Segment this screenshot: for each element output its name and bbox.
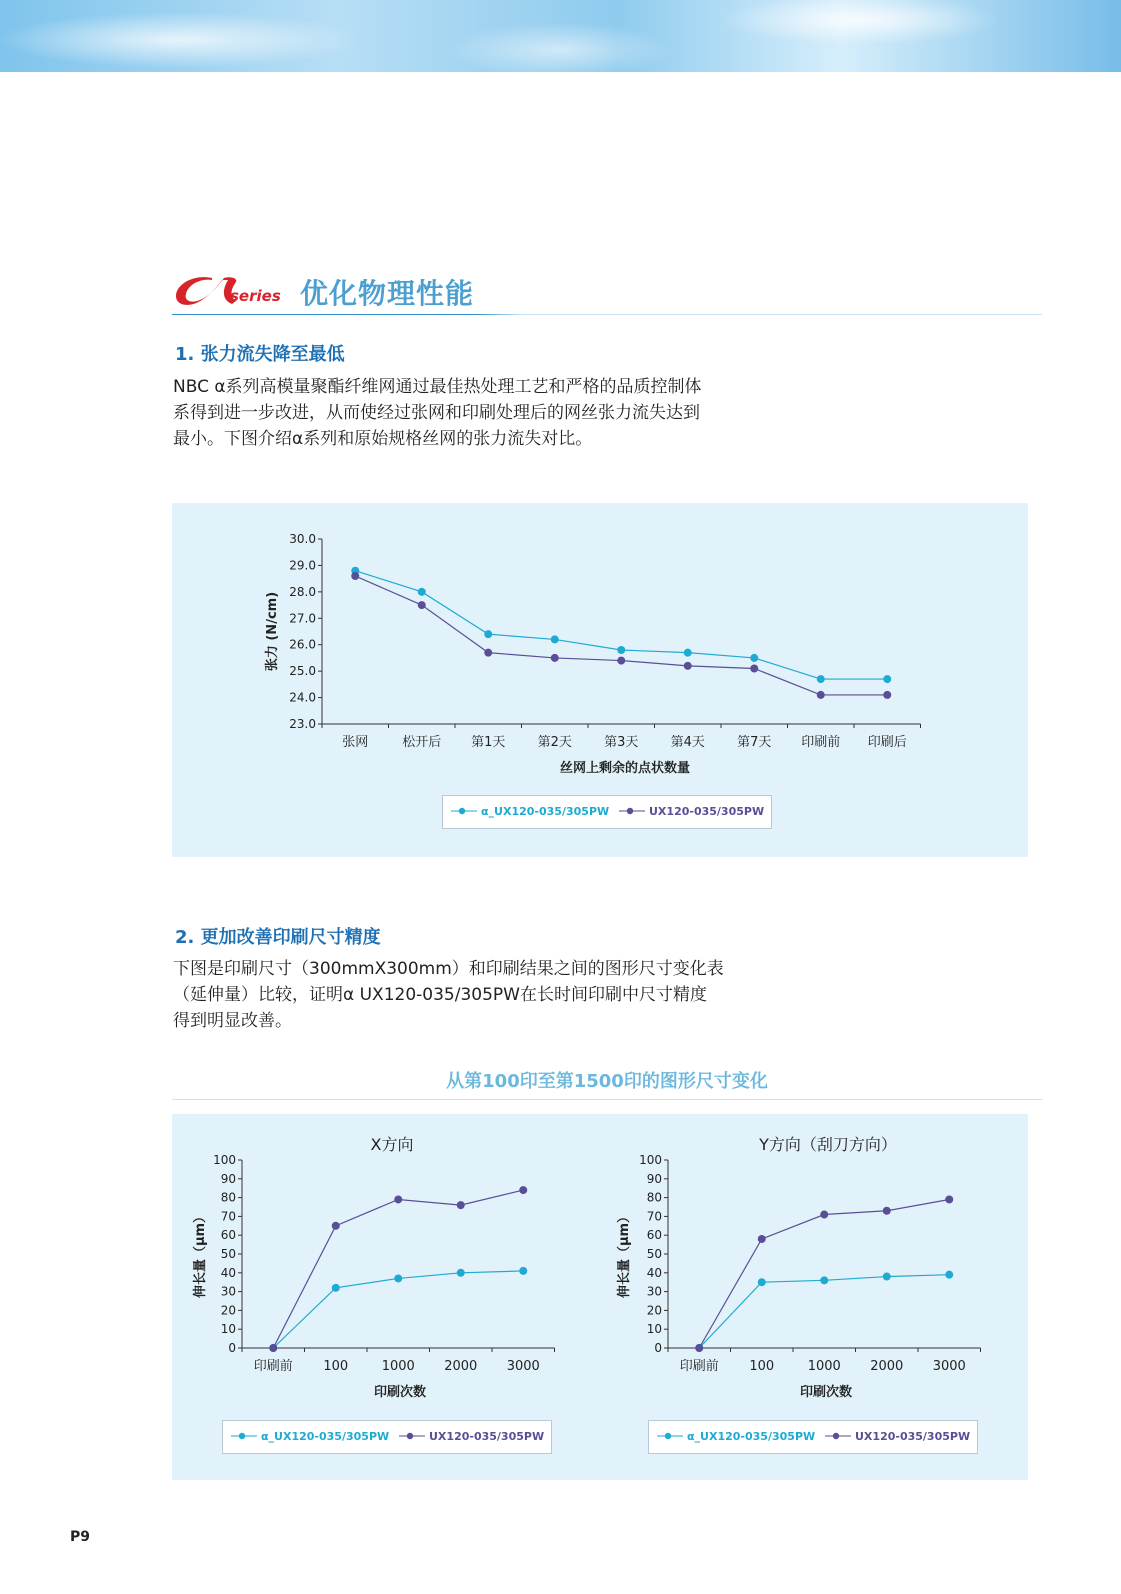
data-point <box>519 1267 527 1275</box>
paragraph-line: 最小。下图介绍α系列和原始规格丝网的张力流失对比。 <box>173 429 593 449</box>
y-tick-label: 10 <box>646 1322 662 1337</box>
y-tick-label: 90 <box>646 1171 662 1186</box>
x-axis-label: 印刷次数 <box>373 1385 427 1400</box>
data-point <box>551 635 559 643</box>
legend-item-original <box>399 1429 544 1443</box>
x-tick-label: 100 <box>323 1359 349 1374</box>
data-point <box>418 601 426 609</box>
section2-heading: 2. 更加改善印刷尺寸精度 <box>175 927 381 948</box>
x-tick-label: 第1天 <box>471 735 506 750</box>
y-tick-label: 0 <box>228 1341 236 1355</box>
x-tick-label: 松开后 <box>402 735 442 750</box>
x-tick-label: 印刷后 <box>867 735 907 750</box>
y-tick-label: 24.0 <box>289 690 316 705</box>
header-divider <box>172 314 1042 315</box>
x-tick-label: 第3天 <box>604 735 639 750</box>
data-point <box>351 572 359 580</box>
legend-label: UX120-035/305PW <box>649 804 765 818</box>
data-point <box>883 691 891 699</box>
y-tick-label: 80 <box>220 1190 236 1205</box>
data-point <box>883 675 891 683</box>
data-point <box>883 1273 891 1281</box>
y-tick-label: 50 <box>646 1247 662 1261</box>
section2-paragraph <box>173 956 773 1034</box>
data-point <box>332 1222 340 1230</box>
x-axis-label: 印刷次数 <box>799 1385 853 1400</box>
data-point <box>551 654 559 662</box>
y-tick-label: 100 <box>639 1153 662 1167</box>
data-point <box>484 649 492 657</box>
logo-text: series <box>230 287 281 305</box>
chart-title: X方向 <box>370 1135 414 1154</box>
data-point <box>750 654 758 662</box>
data-point <box>820 1276 828 1284</box>
paragraph-line: 系得到进一步改进，从而使经过张网和印刷处理后的网丝张力流失达到 <box>173 403 700 423</box>
elongation-chart-panel <box>172 1114 1028 1480</box>
y-tick-label: 30 <box>220 1284 236 1299</box>
data-point <box>269 1344 277 1352</box>
data-point <box>750 665 758 673</box>
y-tick-label: 10 <box>220 1322 236 1337</box>
y-tick-label: 26.0 <box>289 637 316 652</box>
section1-heading: 1. 张力流失降至最低 <box>175 344 345 365</box>
legend-item-original <box>619 804 764 818</box>
caption-divider <box>172 1099 1042 1100</box>
data-point <box>457 1201 465 1209</box>
data-point <box>394 1195 402 1203</box>
data-point <box>617 646 625 654</box>
data-point <box>817 691 825 699</box>
legend-label: α_UX120-035/305PW <box>687 1429 816 1443</box>
section1-paragraph <box>173 374 773 452</box>
data-point <box>945 1271 953 1279</box>
data-point <box>758 1235 766 1243</box>
data-point <box>484 630 492 638</box>
y-axis-label: 伸长量（μm） <box>617 1209 632 1299</box>
top-banner <box>0 0 1121 72</box>
x-tick-label: 1000 <box>381 1359 415 1374</box>
section-header <box>172 268 1042 316</box>
page-number: P9 <box>70 1529 91 1545</box>
data-point <box>820 1211 828 1219</box>
y-tick-label: 40 <box>646 1265 662 1280</box>
data-point <box>684 649 692 657</box>
series-line <box>273 1271 523 1348</box>
legend-label: UX120-035/305PW <box>855 1429 971 1443</box>
y-tick-label: 90 <box>220 1171 236 1186</box>
paragraph-line: 下图是印刷尺寸（300mmX300mm）和印刷结果之间的图形尺寸变化表 <box>173 959 724 979</box>
y-tick-label: 20 <box>220 1303 236 1318</box>
paragraph-line: NBC α系列高模量聚酯纤维网通过最佳热处理工艺和严格的品质控制体 <box>173 377 702 397</box>
x-tick-label: 张网 <box>342 735 369 750</box>
y-tick-label: 30.0 <box>289 532 316 546</box>
x-tick-label: 第4天 <box>670 735 705 750</box>
y-tick-label: 70 <box>220 1209 236 1224</box>
data-point <box>617 657 625 665</box>
x-axis-label: 丝网上剩余的点状数量 <box>559 761 691 776</box>
series-line <box>355 576 887 695</box>
chart-caption: 从第100印至第1500印的图形尺寸变化 <box>446 1071 768 1092</box>
x-tick-label: 100 <box>749 1359 775 1374</box>
x-tick-label: 印刷前 <box>679 1359 719 1374</box>
x-tick-label: 3000 <box>506 1359 540 1374</box>
y-tick-label: 70 <box>646 1209 662 1224</box>
y-tick-label: 50 <box>220 1247 236 1261</box>
x-tick-label: 第7天 <box>737 735 772 750</box>
data-point <box>394 1274 402 1282</box>
x-tick-label: 3000 <box>932 1359 966 1374</box>
alpha-series-logo <box>172 270 292 310</box>
legend-label: α_UX120-035/305PW <box>261 1429 390 1443</box>
y-tick-label: 25.0 <box>289 664 316 679</box>
legend-label: UX120-035/305PW <box>429 1429 545 1443</box>
x-tick-label: 2000 <box>444 1359 478 1374</box>
data-point <box>418 588 426 596</box>
y-tick-label: 30 <box>646 1284 662 1299</box>
section-title: 优化物理性能 <box>300 277 475 310</box>
data-point <box>332 1284 340 1292</box>
chart1-legend <box>442 795 772 829</box>
chart3-legend <box>648 1420 978 1454</box>
legend-item-alpha <box>657 1429 815 1443</box>
y-tick-label: 60 <box>646 1228 662 1243</box>
data-point <box>519 1186 527 1194</box>
x-tick-label: 印刷前 <box>801 735 841 750</box>
paragraph-line: （延伸量）比较，证明α UX120-035/305PW在长时间印刷中尺寸精度 <box>173 985 707 1005</box>
data-point <box>817 675 825 683</box>
y-tick-label: 0 <box>654 1341 662 1355</box>
legend-item-alpha <box>451 804 609 818</box>
data-point <box>695 1344 703 1352</box>
y-tick-label: 23.0 <box>289 717 316 731</box>
paragraph-line: 得到明显改善。 <box>173 1011 292 1031</box>
tension-chart-panel <box>172 503 1028 857</box>
chart-title: Y方向（刮刀方向） <box>759 1135 897 1154</box>
data-point <box>684 662 692 670</box>
data-point <box>758 1278 766 1286</box>
legend-label: α_UX120-035/305PW <box>481 804 610 818</box>
series-line <box>699 1275 949 1348</box>
y-axis-label: 伸长量（μm） <box>193 1209 208 1299</box>
chart2-legend <box>222 1420 552 1454</box>
y-axis-label: 张力 (N/cm) <box>265 591 280 672</box>
y-tick-label: 20 <box>646 1303 662 1318</box>
y-tick-label: 27.0 <box>289 611 316 626</box>
x-tick-label: 1000 <box>807 1359 841 1374</box>
x-tick-label: 2000 <box>870 1359 904 1374</box>
x-tick-label: 第2天 <box>537 735 572 750</box>
data-point <box>457 1269 465 1277</box>
data-point <box>945 1195 953 1203</box>
data-point <box>883 1207 891 1215</box>
x-tick-label: 印刷前 <box>253 1359 293 1374</box>
y-tick-label: 28.0 <box>289 584 316 599</box>
y-tick-label: 29.0 <box>289 558 316 573</box>
series-line <box>699 1199 949 1348</box>
y-tick-label: 40 <box>220 1265 236 1280</box>
y-tick-label: 80 <box>646 1190 662 1205</box>
legend-item-original <box>825 1429 970 1443</box>
y-tick-label: 100 <box>213 1153 236 1167</box>
series-line <box>273 1190 523 1348</box>
legend-item-alpha <box>231 1429 389 1443</box>
y-tick-label: 60 <box>220 1228 236 1243</box>
